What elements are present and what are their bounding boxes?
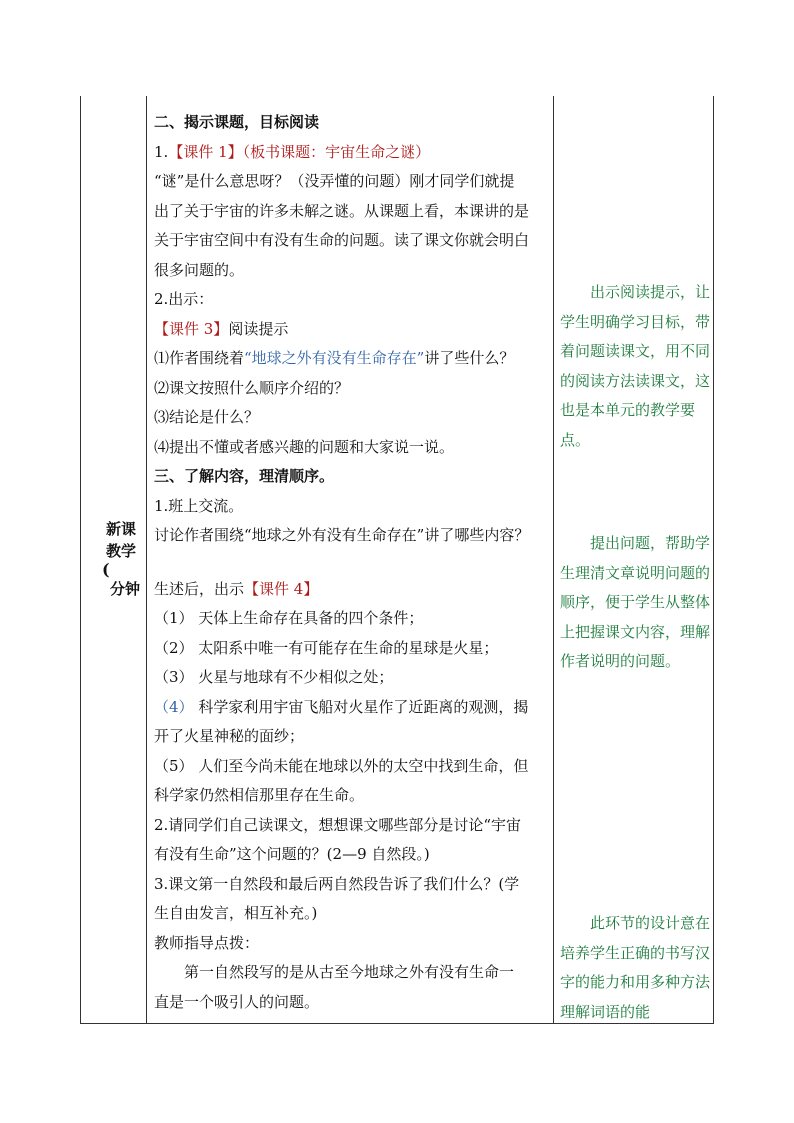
item1-tag: 【课件 1】: [168, 142, 243, 161]
row-label: [96, 518, 146, 600]
reading-hint: [154, 315, 554, 345]
guidance-line1: 第一自然段写的是从古至今地球之外有没有生命一: [184, 963, 515, 981]
note-1: [560, 278, 710, 455]
teacher-guidance: 教师指导点拨：: [154, 933, 260, 952]
content-item2: （2） 太阳系中唯一有可能存在生命的星球是火星；: [154, 638, 499, 657]
question1-a: ⑴作者围绕着: [154, 349, 245, 367]
content-item3: （3） 火星与地球有不少相似之处；: [154, 668, 394, 686]
table-border-left: [80, 96, 81, 1024]
question1: [154, 344, 554, 374]
paragraph1-line2: 出了关于宇宙的许多未解之谜。从课题上看，本课讲的是: [154, 201, 530, 220]
question3: ⑶结论是什么？: [154, 408, 260, 426]
courseware4-tag: 【课件 4】: [244, 579, 319, 598]
step3-line2: 生自由发言，相互补充。): [154, 904, 318, 922]
table-border-col1: [146, 96, 147, 1024]
question4: ⑷提出不懂或者感兴趣的问题和大家说一说。: [154, 437, 455, 456]
step2-line1: 2.请同学们自己读课文，想想课文哪些部分是讨论“宇宙: [154, 815, 521, 834]
note-1-text: 出示阅读提示，让学生明确学习目标，带着问题读课文，用不同的阅读方法读课文，这也是本单元的教学要点。: [560, 283, 711, 449]
paragraph1-line3: 关于宇宙空间中有没有生命的问题。读了课文你就会明白: [154, 231, 530, 249]
row-label-line1: 新课: [105, 520, 136, 538]
content-item4-number: （4）: [154, 697, 194, 716]
paragraph1-line4: 很多问题的。: [154, 260, 245, 279]
note-3: [560, 909, 710, 1027]
section-heading-3: 三、了解内容，理清顺序。: [154, 467, 335, 485]
main-content: [154, 108, 554, 1017]
courseware3-tag: 【课件 3】: [154, 319, 229, 338]
step1-show-text: 生述后，出示: [154, 579, 245, 598]
question1-b: “地球之外有没有生命存在”: [244, 349, 425, 367]
step1: 1.班上交流。: [154, 496, 244, 515]
content-item5-line1: （5） 人们至今尚未能在地球以外的太空中找到生命，但: [154, 756, 529, 775]
guidance-line2: 直是一个吸引人的问题。: [154, 992, 320, 1011]
content-item4-line2: 开了火星神秘的面纱；: [154, 727, 305, 745]
note-3-text: 此环节的设计意在培养学生正确的书写汉字的能力和用多种方法理解词语的能: [560, 914, 711, 1021]
note-2: [560, 529, 710, 677]
question2: ⑵课文按照什么顺序介绍的？: [154, 378, 350, 397]
section-heading-2: 二、揭示课题，目标阅读: [154, 113, 320, 131]
content-item4-line1: [154, 693, 554, 723]
paragraph1-line1: “谜”是什么意思呀？（没弄懂的问题）刚才同学们就提: [154, 172, 515, 190]
spacer: [154, 551, 554, 575]
content-item5-line2: 科学家仍然相信那里存在生命。: [154, 786, 365, 804]
item1-rest: （板书课题：宇宙生命之谜）: [242, 142, 431, 161]
step1-show: [154, 575, 554, 605]
row-label-line2: 教学: [105, 542, 136, 560]
item1-prefix: 1.: [154, 142, 169, 161]
step2-line2: 有没有生命”这个问题的？(2—9 自然段。): [154, 845, 430, 863]
question1-c: 讲了些什么？: [424, 349, 515, 367]
reading-hint-label: 阅读提示: [228, 319, 289, 338]
note-2-text: 提出问题，帮助学生理清文章说明问题的顺序，便于学生从整体上把握课文内容，理解作者说明的问题。: [560, 534, 711, 670]
content-item4-text: 科学家利用宇宙飞船对火星作了近距离的观测，揭: [193, 697, 529, 716]
content-item1: （1） 天体上生命存在具备的四个条件；: [154, 609, 424, 627]
table-border-right: [713, 96, 714, 1024]
item2: 2.出示：: [154, 290, 214, 308]
row-label-line4: 分钟: [109, 580, 140, 598]
row-label-line3: (: [102, 560, 110, 579]
step1-discussion: 讨论作者围绕“地球之外有没有生命存在”讲了哪些内容？: [154, 526, 530, 544]
item1: [154, 138, 554, 168]
step3-line1: 3.课文第一自然段和最后两自然段告诉了我们什么？(学: [154, 874, 520, 893]
